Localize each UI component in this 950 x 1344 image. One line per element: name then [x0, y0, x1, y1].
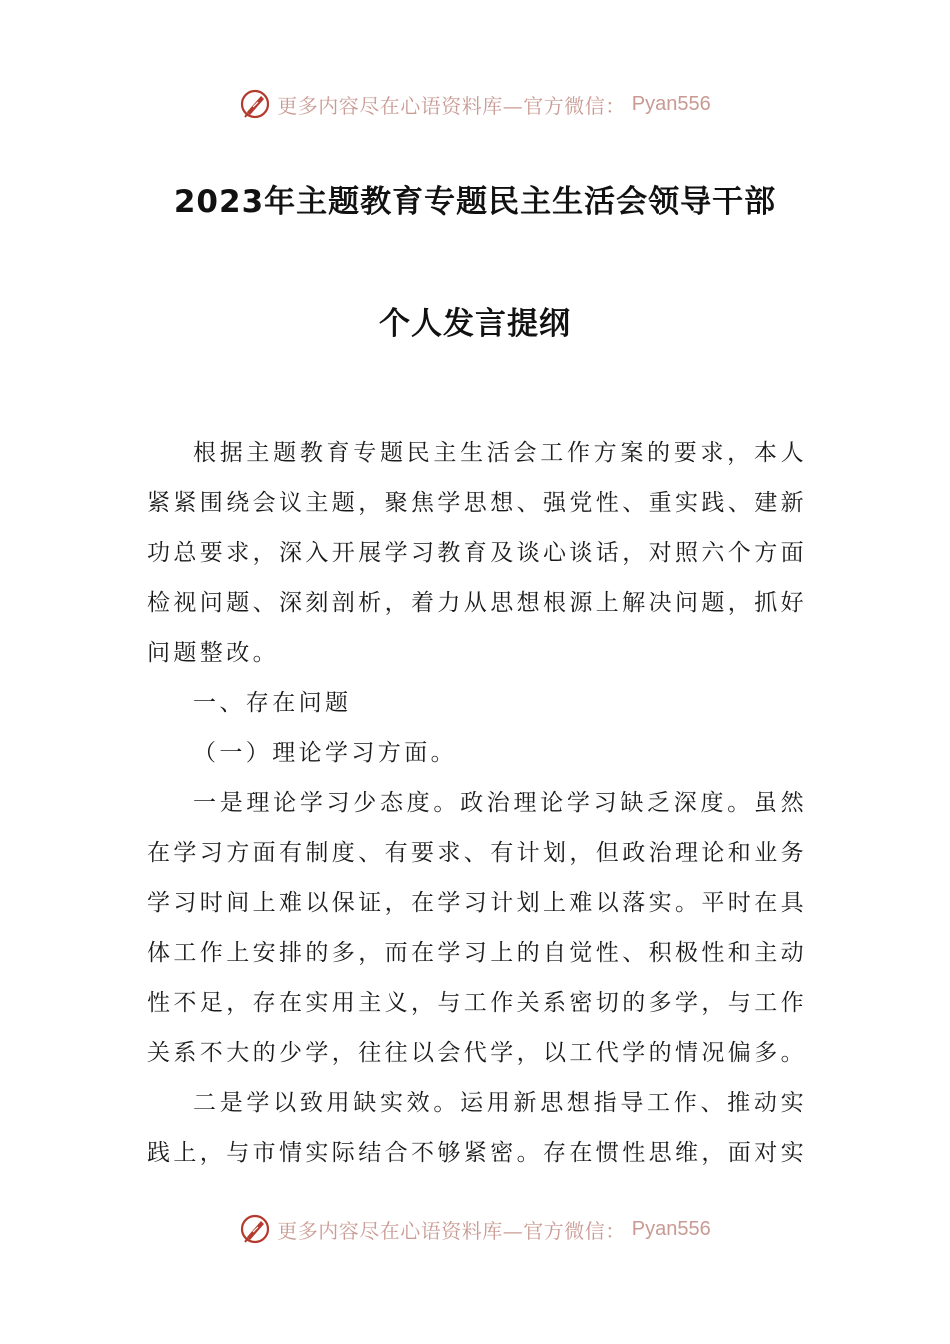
watermark-text: 更多内容尽在心语资料库—官方微信：	[277, 1218, 626, 1243]
quill-pen-icon	[239, 1213, 271, 1245]
subsection-heading: （一）理论学习方面。	[193, 740, 457, 766]
watermark-wechat-id: Pyan556	[631, 92, 711, 115]
body-paragraph: 一是理论学习少态度。政治理论学习缺乏深度。虽然在学习方面有制度、有要求、有计划，但政治理论和业务学习时间上难以保证，在学习计划上难以落实。平时在具体工作上安排的多，而在学习上的自觉性、积极性和主动性不足，存在实用主义，与工作关系密切的多学，与工作关系不大的少学，往往以会代学，以工代学的情况偏多。	[147, 790, 807, 1066]
document-title-line-1: 2023年主题教育专题民主生活会领导干部	[173, 184, 777, 220]
document-title-line-2: 个人发言提纲	[379, 306, 571, 342]
section-heading: 一、存在问题	[193, 690, 352, 716]
watermark-text: 更多内容尽在心语资料库—官方微信：	[277, 93, 626, 118]
quill-pen-icon	[239, 88, 271, 120]
intro-paragraph: 根据主题教育专题民主生活会工作方案的要求，本人紧紧围绕会议主题，聚焦学思想、强党性、重实践、建新功总要求，深入开展学习教育及谈心谈话，对照六个方面检视问题、深刻剖析，着力从思想根源上解决问题，抓好问题整改。	[147, 440, 807, 666]
watermark-footer	[0, 1209, 950, 1249]
watermark-header	[0, 84, 950, 124]
document-body	[147, 428, 807, 1178]
body-paragraph: 二是学以致用缺实效。运用新思想指导工作、推动实践上，与市情实际结合不够紧密。存在惯性思维，面对实	[147, 1090, 807, 1166]
watermark-wechat-id: Pyan556	[631, 1217, 711, 1240]
